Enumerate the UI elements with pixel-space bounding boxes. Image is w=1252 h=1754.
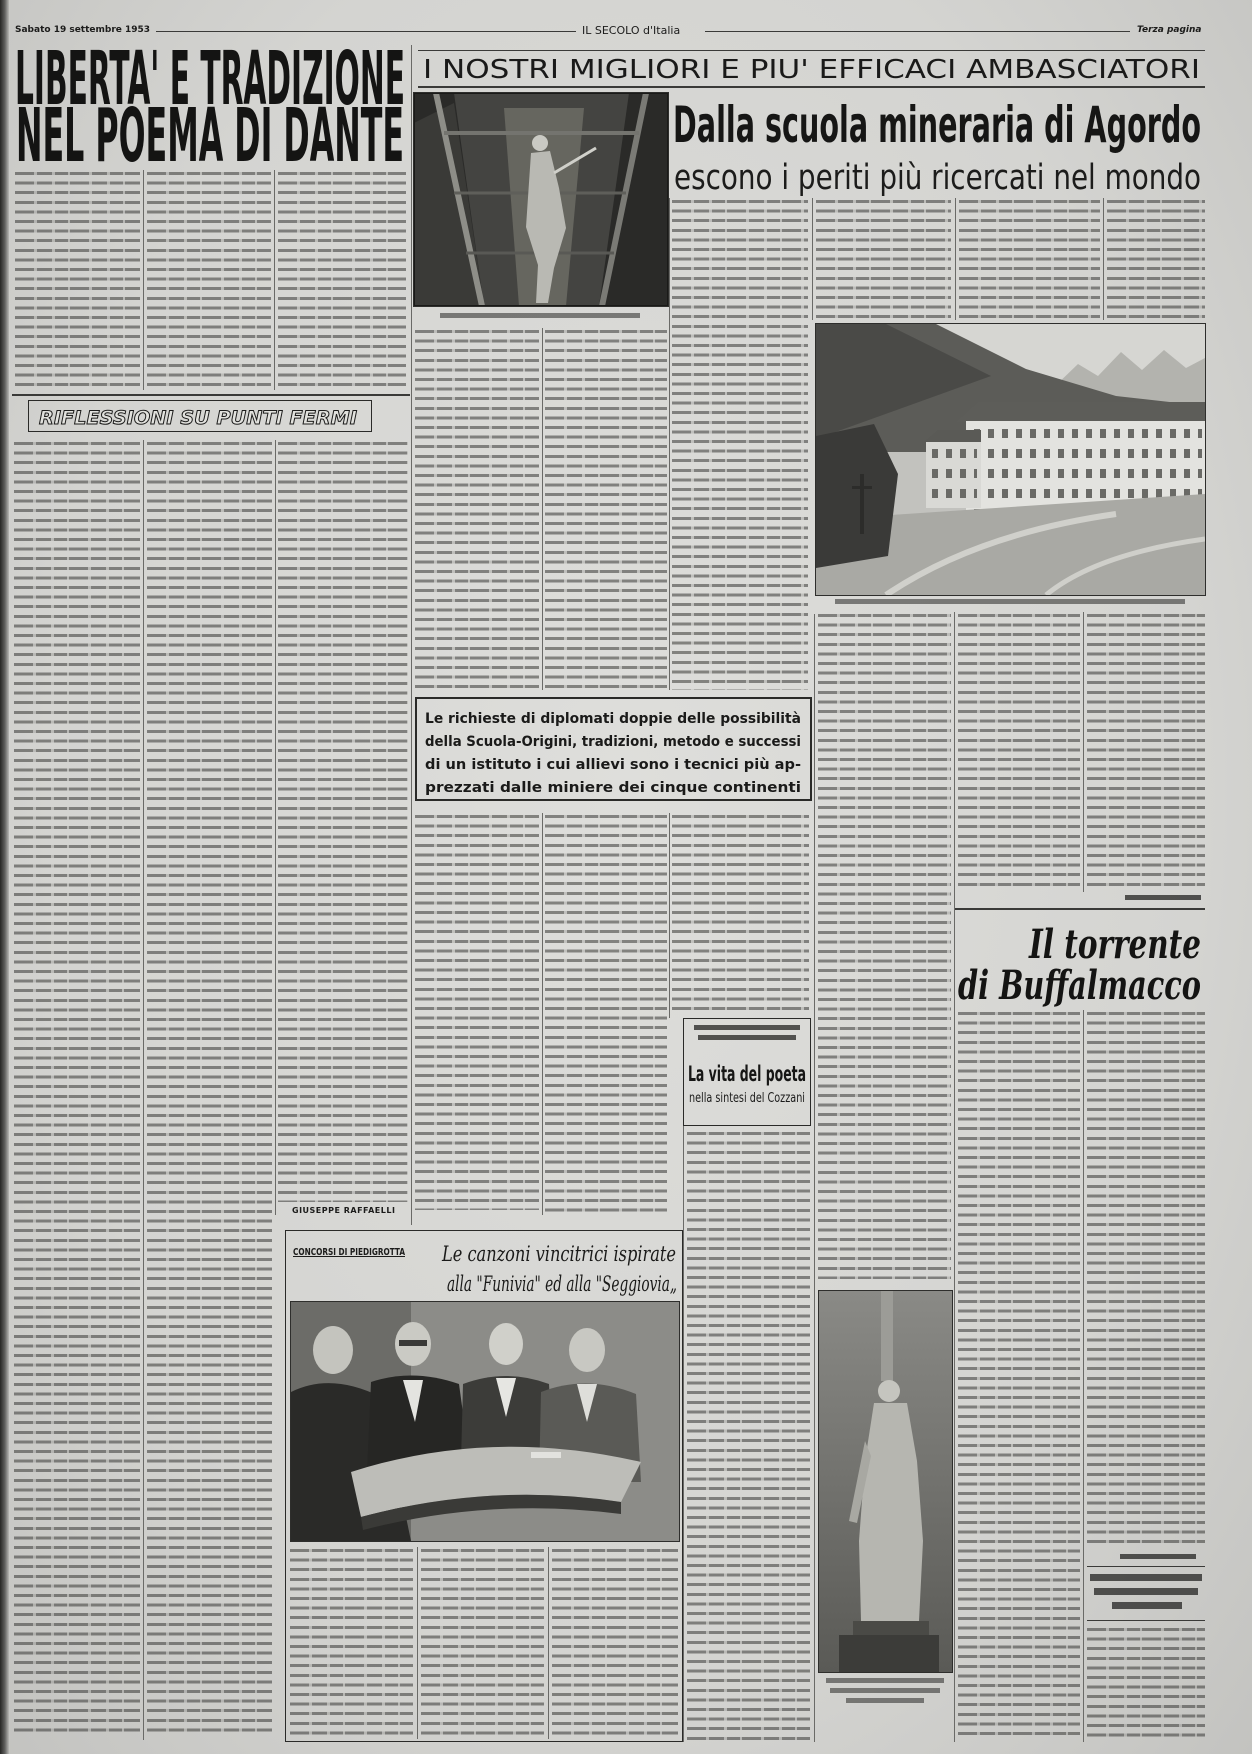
monument-photo-caption xyxy=(846,1698,924,1703)
dante-headline-line-2: NEL POEMA DI DANTE xyxy=(16,93,404,168)
mine-tunnel-photo xyxy=(413,92,669,307)
dante-text-column xyxy=(15,172,140,390)
agordo-summary-box xyxy=(415,697,812,801)
small-article-headline xyxy=(1112,1602,1182,1609)
agordo-kicker: I NOSTRI MIGLIORI E PIU' EFFICACI AMBASCIATORI xyxy=(423,55,1200,84)
piedigrotta-headline-line-2: alla "Funivia" ed alla "Seggiovia„ xyxy=(447,1272,677,1296)
poeta-headline-box xyxy=(683,1018,811,1126)
agordo-text-column xyxy=(415,330,539,690)
agordo-text-column xyxy=(816,200,951,320)
agordo-summary-line: di un istituto i cui allievi sono i tecnici più ap- xyxy=(425,757,801,773)
agordo-byline xyxy=(1125,895,1201,900)
column-rule xyxy=(954,612,955,1742)
agordo-text-column xyxy=(545,330,667,690)
piedigrotta-text-column xyxy=(552,1549,678,1739)
piedigrotta-text-column xyxy=(421,1549,544,1739)
newspaper-name: IL SECOLO d'Italia xyxy=(582,24,681,37)
issue-date: Sabato 19 settembre 1953 xyxy=(15,25,151,35)
miners-monument-photo xyxy=(818,1290,953,1673)
agordo-summary-line: della Scuola-Origini, tradizioni, metodo e successi xyxy=(425,734,801,750)
agordo-summary-line: prezzati dalle miniere dei cinque continenti xyxy=(425,780,801,796)
poeta-text-column xyxy=(687,1132,810,1740)
riflessioni-text-column xyxy=(14,442,140,1738)
agordo-text-column xyxy=(958,614,1080,890)
masthead-rule-left xyxy=(156,31,576,32)
mine-photo-caption xyxy=(440,313,640,318)
piedigrotta-headline-line-1: Le canzoni vincitrici ispirate xyxy=(441,1242,676,1266)
column-rule xyxy=(143,440,144,1740)
riflessioni-title: RIFLESSIONI SU PUNTI FERMI xyxy=(39,407,357,429)
column-rule xyxy=(143,170,144,390)
riflessioni-text-column xyxy=(147,442,272,1738)
dante-headline xyxy=(12,44,410,168)
section-divider xyxy=(1087,1620,1205,1621)
column-rule xyxy=(1103,198,1104,320)
piedigrotta-kicker: CONCORSI DI PIEDIGROTTA xyxy=(293,1247,406,1258)
column-rule xyxy=(1083,1010,1084,1742)
agordo-school-image xyxy=(816,324,1205,595)
column-rule xyxy=(669,813,670,1018)
piedigrotta-jury-photo xyxy=(290,1301,680,1542)
miners-monument-image xyxy=(819,1291,952,1672)
column-rule xyxy=(1083,612,1084,892)
poeta-kicker xyxy=(694,1025,800,1030)
page-section: Terza pagina xyxy=(1137,25,1202,35)
column-rule xyxy=(812,198,813,320)
agordo-school-photo xyxy=(815,323,1206,596)
monument-photo-caption xyxy=(826,1678,944,1683)
agordo-text-column xyxy=(415,815,539,1210)
section-divider xyxy=(1087,1566,1205,1567)
buffalmacco-text-column xyxy=(1087,1012,1205,1548)
agordo-banner xyxy=(418,52,1205,84)
column-rule xyxy=(275,440,276,1215)
poeta-subhead: nella sintesi del Cozzani xyxy=(689,1091,805,1106)
buffalmacco-text-column xyxy=(958,1012,1080,1740)
buffalmacco-byline xyxy=(1120,1554,1196,1559)
section-divider xyxy=(12,394,410,396)
column-rule xyxy=(542,328,543,690)
agordo-headline-block xyxy=(670,92,1205,197)
column-rule xyxy=(417,1547,418,1739)
dante-headline-line-1: LIBERTA' E TRADIZIONE xyxy=(15,44,405,122)
piedigrotta-headline xyxy=(286,1231,682,1299)
column-rule xyxy=(669,198,670,690)
page-binding-edge xyxy=(0,0,9,1754)
poeta-headline-svg xyxy=(684,1047,810,1125)
buffalmacco-headline xyxy=(955,912,1205,1007)
banner-rule-bottom xyxy=(418,86,1205,88)
agordo-text-column xyxy=(672,815,809,1010)
poeta-headline: La vita del poeta xyxy=(688,1062,806,1086)
masthead-rule-right xyxy=(705,31,1130,32)
riflessioni-byline: GIUSEPPE RAFFAELLI xyxy=(292,1206,396,1215)
riflessioni-title-svg xyxy=(29,401,371,431)
agordo-text-column xyxy=(959,200,1100,320)
monument-photo-caption xyxy=(830,1688,940,1693)
agordo-text-column xyxy=(1087,614,1205,890)
column-rule xyxy=(542,813,543,1215)
article-separator-rule xyxy=(411,45,412,1225)
agordo-headline: Dalla scuola mineraria di Agordo xyxy=(673,96,1201,154)
small-article-text-column xyxy=(1087,1628,1205,1740)
small-article-headline xyxy=(1094,1588,1198,1595)
column-rule xyxy=(274,170,275,390)
small-article-headline xyxy=(1090,1574,1202,1581)
agordo-text-column xyxy=(1107,200,1205,320)
buffalmacco-headline-line-2: di Buffalmacco xyxy=(958,962,1201,1007)
agordo-text-column xyxy=(545,815,667,1215)
piedigrotta-jury-image xyxy=(291,1302,679,1541)
agordo-summary-svg xyxy=(417,699,810,799)
school-photo-caption xyxy=(835,599,1185,604)
piedigrotta-article xyxy=(285,1230,683,1742)
riflessioni-text-column xyxy=(278,442,408,1202)
piedigrotta-text-column xyxy=(290,1549,413,1739)
poeta-kicker xyxy=(698,1035,796,1040)
column-rule xyxy=(548,1547,549,1739)
agordo-subhead: escono i periti più ricercati nel mondo xyxy=(674,158,1201,197)
riflessioni-title-box xyxy=(28,400,372,432)
mine-tunnel-image xyxy=(414,93,668,306)
dante-text-column xyxy=(278,172,406,390)
agordo-text-column xyxy=(818,614,951,1279)
column-rule xyxy=(683,1126,684,1742)
agordo-summary-line: Le richieste di diplomati doppie delle possibilità xyxy=(425,711,801,727)
dante-text-column xyxy=(147,172,271,390)
banner-rule-top xyxy=(418,50,1205,51)
column-rule xyxy=(955,198,956,320)
buffalmacco-headline-line-1: Il torrente xyxy=(1028,921,1201,968)
section-divider xyxy=(955,908,1205,910)
agordo-text-column xyxy=(672,200,808,690)
column-rule xyxy=(814,614,815,1742)
